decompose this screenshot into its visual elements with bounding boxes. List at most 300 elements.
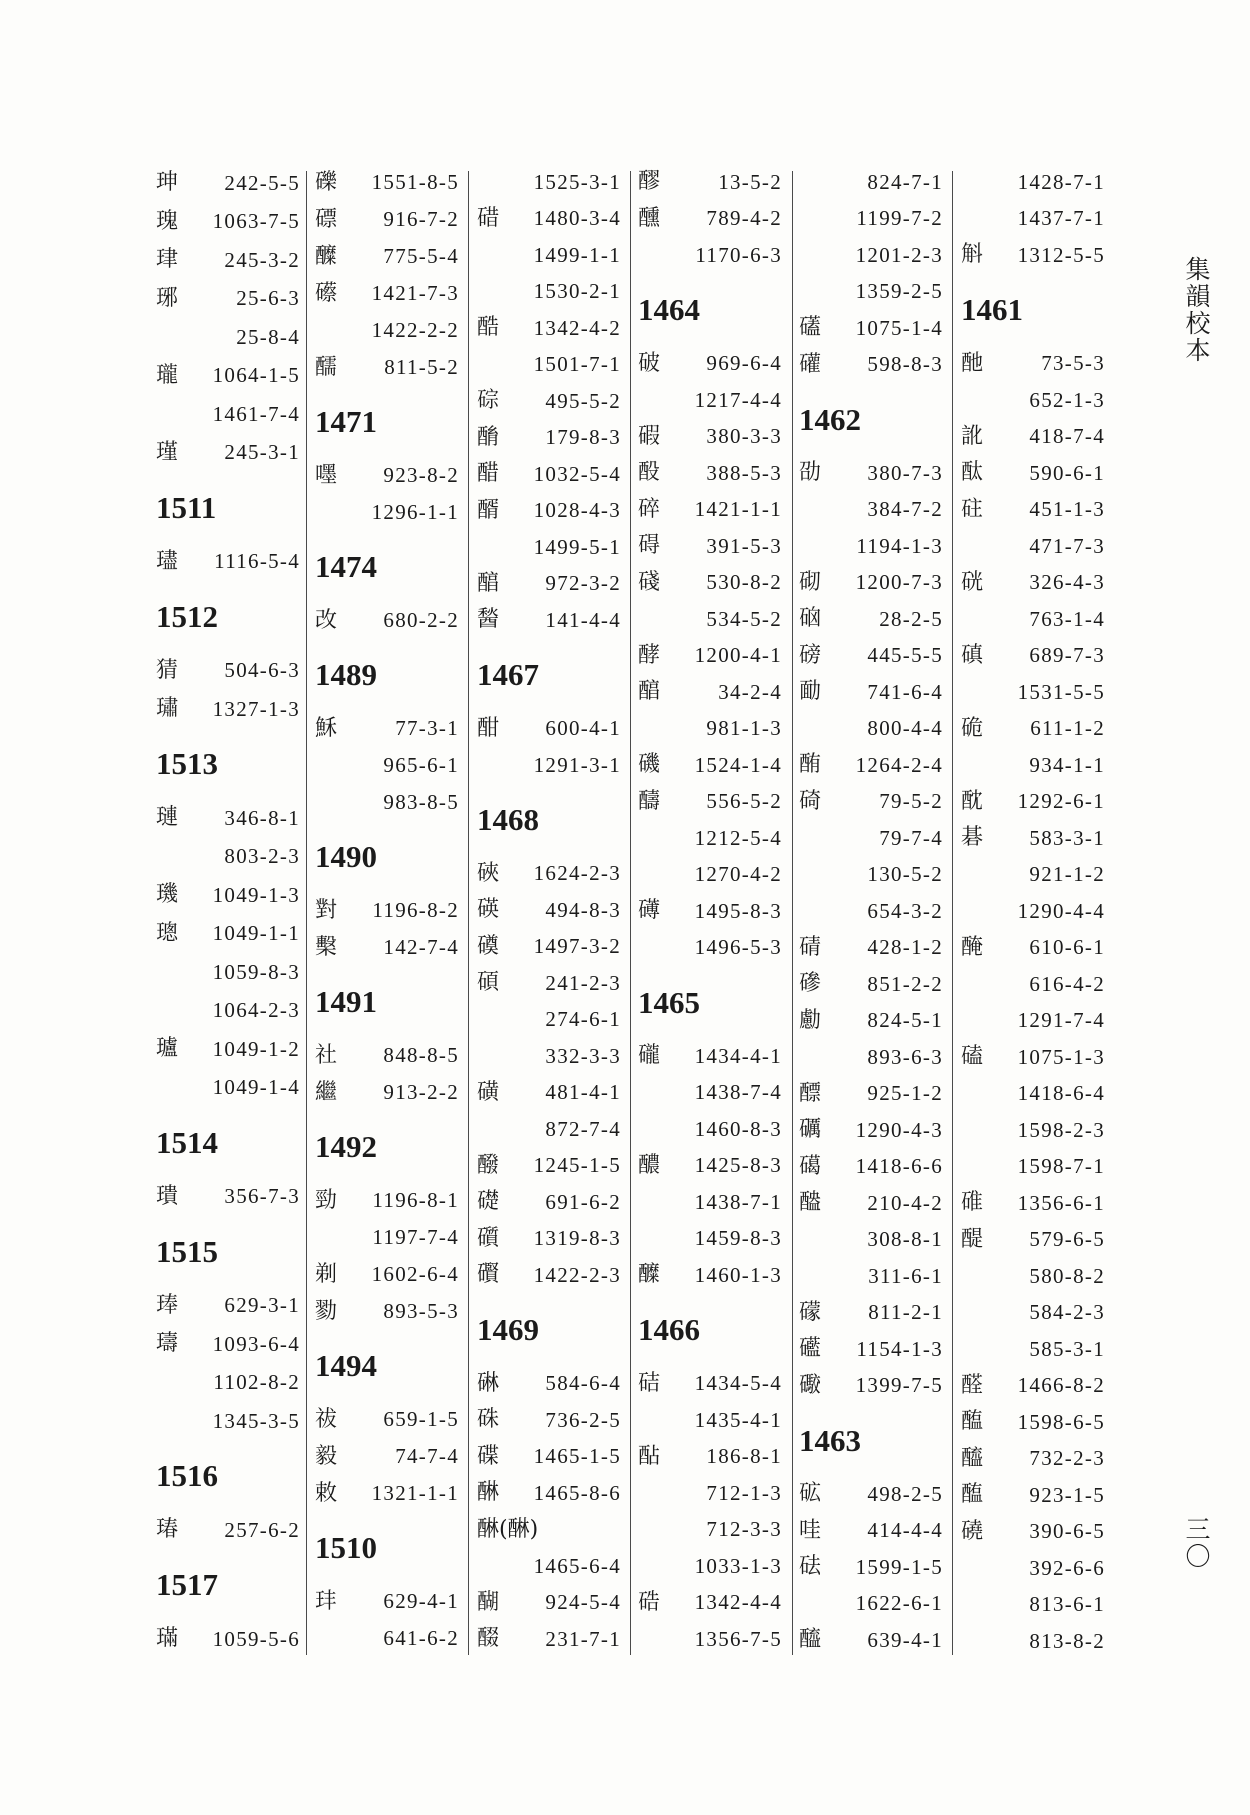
entry-character: 勠 <box>315 1298 338 1324</box>
entry-reference: 1461-7-4 <box>212 401 300 426</box>
entry-reference: 1438-7-4 <box>694 1080 782 1105</box>
index-entry <box>156 1178 300 1217</box>
entry-reference: 308-8-1 <box>867 1227 943 1252</box>
entry-reference: 332-3-3 <box>545 1043 621 1068</box>
entry-character: 砝 <box>799 1554 822 1580</box>
index-entry <box>638 930 782 967</box>
entry-character: 磣 <box>799 971 822 997</box>
index-entry <box>156 543 300 582</box>
index-entry <box>156 1287 300 1326</box>
index-entry <box>477 1038 621 1075</box>
index-entry <box>315 892 459 929</box>
entry-reference: 1075-1-3 <box>1017 1044 1105 1069</box>
entry-reference: 1028-4-3 <box>533 498 621 523</box>
entry-reference: 1465-1-5 <box>533 1444 621 1469</box>
index-entry <box>799 1149 943 1186</box>
entry-reference: 1059-8-3 <box>212 959 300 984</box>
entry-character: 勔 <box>799 679 822 705</box>
index-entry <box>638 492 782 529</box>
index-entry <box>477 274 621 311</box>
entry-reference: 652-1-3 <box>1029 387 1105 412</box>
entry-character: 礪 <box>799 1117 822 1143</box>
entry-reference: 1291-3-1 <box>533 752 621 777</box>
index-entry <box>799 601 943 638</box>
index-entry <box>638 1475 782 1512</box>
entry-character: 醯 <box>799 1627 822 1653</box>
index-entry <box>638 1184 782 1221</box>
index-entry <box>156 652 300 691</box>
entry-reference: 1116-5-4 <box>214 549 300 574</box>
index-entry <box>315 238 459 275</box>
entry-reference: 257-6-2 <box>224 1517 300 1542</box>
entry-character: 醱 <box>477 1152 500 1178</box>
entry-character: 醯 <box>961 1445 984 1471</box>
entry-character: 改 <box>315 607 338 633</box>
entry-character: 琫 <box>156 1292 179 1318</box>
index-entry <box>477 493 621 530</box>
entry-reference: 1525-3-1 <box>533 169 621 194</box>
entry-reference: 388-5-3 <box>706 460 782 485</box>
index-entry <box>961 930 1105 967</box>
entry-reference: 380-7-3 <box>867 460 943 485</box>
entry-character: 醕 <box>477 570 500 596</box>
index-entry <box>961 1368 1105 1405</box>
index-entry <box>477 201 621 238</box>
index-entry <box>315 1620 459 1657</box>
entry-reference: 689-7-3 <box>1029 643 1105 668</box>
index-entry <box>156 280 300 319</box>
entry-character: 勁 <box>315 1187 338 1213</box>
index-entry <box>799 201 943 238</box>
entry-character: 醢 <box>961 1482 984 1508</box>
index-entry <box>961 164 1105 201</box>
index-entry <box>315 494 459 531</box>
entry-character: 礡 <box>638 898 661 924</box>
index-entry <box>315 1583 459 1620</box>
entry-reference: 800-4-4 <box>867 716 943 741</box>
entry-reference: 579-6-5 <box>1029 1227 1105 1252</box>
entry-character: 硄 <box>961 569 984 595</box>
entry-character: 礤 <box>315 280 338 306</box>
entry-character: 磕 <box>961 1044 984 1070</box>
index-entry <box>961 346 1105 383</box>
index-entry <box>638 1402 782 1439</box>
entry-reference: 639-4-1 <box>867 1627 943 1652</box>
index-entry <box>961 1550 1105 1587</box>
index-entry <box>961 820 1105 857</box>
section-heading: 1466 <box>638 1312 700 1347</box>
index-entry <box>638 382 782 419</box>
entry-reference: 1102-8-2 <box>213 1370 300 1395</box>
entry-reference: 34-2-4 <box>718 679 782 704</box>
index-entry <box>477 1184 621 1221</box>
entry-reference: 611-1-2 <box>1030 716 1105 741</box>
index-entry <box>315 457 459 494</box>
entry-reference: 680-2-2 <box>383 608 459 632</box>
index-entry <box>156 915 300 954</box>
index-entry <box>799 1586 943 1623</box>
entry-reference: 179-8-3 <box>545 425 621 450</box>
entry-reference: 428-1-2 <box>867 935 943 960</box>
index-entry <box>638 820 782 857</box>
entry-reference: 1499-1-1 <box>533 242 621 267</box>
index-entry <box>156 876 300 915</box>
entry-character: 砌 <box>799 569 822 595</box>
entry-reference: 1200-7-3 <box>855 570 943 595</box>
index-entry <box>961 857 1105 894</box>
entry-reference: 1495-8-3 <box>694 898 782 923</box>
entry-character: 醍 <box>961 1226 984 1252</box>
entry-reference: 659-1-5 <box>383 1407 459 1431</box>
index-entry <box>638 201 782 238</box>
entry-reference: 1466-8-2 <box>1017 1373 1105 1398</box>
entry-reference: 231-7-1 <box>545 1626 621 1651</box>
entry-character: 璁 <box>156 920 179 946</box>
index-entry <box>799 1476 943 1513</box>
index-entry <box>315 275 459 312</box>
index-column-4 <box>638 164 782 1658</box>
index-entry <box>477 856 621 893</box>
entry-reference: 1064-2-3 <box>212 998 300 1023</box>
entry-reference: 556-5-2 <box>706 789 782 814</box>
entry-reference: 1342-4-4 <box>694 1590 782 1615</box>
entry-reference: 921-1-2 <box>1029 862 1105 887</box>
index-entry <box>799 1549 943 1586</box>
entry-character: 醋 <box>477 461 500 487</box>
index-entry <box>477 929 621 966</box>
index-entry <box>961 1185 1105 1222</box>
index-entry <box>315 1401 459 1438</box>
index-entry <box>477 237 621 274</box>
entry-reference: 1437-7-1 <box>1017 206 1105 231</box>
column-divider <box>792 171 793 1655</box>
entry-character: 毅 <box>315 1443 338 1469</box>
index-entry <box>961 565 1105 602</box>
entry-character: 硇 <box>799 606 822 632</box>
index-entry <box>156 1620 300 1659</box>
entry-reference: 712-3-3 <box>706 1517 782 1542</box>
entry-character: 碍 <box>638 533 661 559</box>
entry-character: 礫 <box>315 169 338 195</box>
index-entry <box>799 1513 943 1550</box>
entry-character: 礞 <box>799 1299 822 1325</box>
index-entry <box>477 1402 621 1439</box>
index-entry <box>315 1182 459 1219</box>
entry-reference: 13-5-2 <box>718 169 782 194</box>
index-entry <box>315 929 459 966</box>
entry-reference: 1049-1-1 <box>212 921 300 946</box>
entry-reference: 1460-8-3 <box>694 1116 782 1141</box>
index-entry <box>799 1003 943 1040</box>
column-divider <box>952 171 953 1655</box>
index-entry <box>156 1364 300 1403</box>
index-entry <box>638 784 782 821</box>
column-divider <box>630 171 631 1655</box>
entry-reference: 811-2-1 <box>868 1300 943 1325</box>
entry-reference: 530-8-2 <box>706 570 782 595</box>
entry-character: 醾 <box>638 1262 661 1288</box>
entry-reference: 1356-6-1 <box>1017 1190 1105 1215</box>
index-entry <box>156 799 300 838</box>
entry-character: 酷 <box>477 315 500 341</box>
entry-character: 醠 <box>799 1190 822 1216</box>
entry-reference: 763-1-4 <box>1029 606 1105 631</box>
entry-reference: 356-7-3 <box>224 1184 300 1209</box>
entry-character: 對 <box>315 897 338 923</box>
entry-reference: 1049-1-2 <box>212 1036 300 1061</box>
entry-character: 醑 <box>477 497 500 523</box>
index-entry <box>477 456 621 493</box>
section-heading: 1515 <box>156 1233 218 1269</box>
index-entry <box>961 492 1105 529</box>
entry-reference: 210-4-2 <box>867 1190 943 1215</box>
entry-reference: 1480-3-4 <box>533 206 621 231</box>
entry-reference: 811-5-2 <box>384 355 459 379</box>
section-heading: 1461 <box>961 292 1023 327</box>
entry-reference: 851-2-2 <box>867 971 943 996</box>
index-entry <box>477 1548 621 1585</box>
entry-character: 璛 <box>156 696 179 722</box>
entry-character: 珅 <box>156 170 179 196</box>
entry-character: 礥 <box>477 1262 500 1288</box>
index-entry <box>799 310 943 347</box>
column-divider <box>306 171 307 1655</box>
entry-character: 瓐 <box>156 1036 179 1062</box>
entry-character: 哇 <box>799 1517 822 1543</box>
index-entry <box>315 1293 459 1330</box>
entry-character: 磯 <box>638 752 661 778</box>
entry-reference: 712-1-3 <box>706 1480 782 1505</box>
entry-character: 破 <box>638 350 661 376</box>
entry-character: 磌 <box>961 642 984 668</box>
entry-character: 醕 <box>638 679 661 705</box>
entry-reference: 1598-2-3 <box>1017 1117 1105 1142</box>
entry-character: 磽 <box>961 1518 984 1544</box>
entry-reference: 1359-2-5 <box>855 279 943 304</box>
section-heading: 1489 <box>315 657 377 692</box>
entry-reference: 691-6-2 <box>545 1189 621 1214</box>
index-entry <box>315 1037 459 1074</box>
entry-character: 碎 <box>638 496 661 522</box>
entry-character: 礩 <box>477 1225 500 1251</box>
index-entry <box>799 820 943 857</box>
entry-reference: 1196-8-2 <box>372 898 459 922</box>
index-entry <box>961 1039 1105 1076</box>
entry-reference: 1599-1-5 <box>855 1554 943 1579</box>
entry-character: 醥 <box>799 1080 822 1106</box>
index-entry <box>961 1331 1105 1368</box>
entry-reference: 1064-1-5 <box>212 363 300 388</box>
index-entry <box>477 747 621 784</box>
entry-character: 碄 <box>477 1370 500 1396</box>
section-heading: 1517 <box>156 1567 218 1603</box>
section-heading: 1464 <box>638 292 700 327</box>
section-heading: 1462 <box>799 401 861 437</box>
index-entry <box>638 601 782 638</box>
index-entry <box>156 318 300 357</box>
entry-character: 碓 <box>961 1190 984 1216</box>
entry-reference: 1059-5-6 <box>212 1626 300 1651</box>
section-heading: 1471 <box>315 404 377 439</box>
index-entry <box>638 1257 782 1294</box>
section-heading: 1511 <box>156 489 217 525</box>
page-number: 三〇 <box>1182 1516 1211 1570</box>
entry-reference: 25-6-3 <box>236 286 300 311</box>
entry-reference: 245-3-2 <box>224 247 300 272</box>
entry-character: 碕 <box>799 788 822 814</box>
entry-reference: 1438-7-1 <box>694 1189 782 1214</box>
index-entry <box>477 1221 621 1258</box>
entry-reference: 1434-5-4 <box>694 1371 782 1396</box>
index-entry <box>638 1548 782 1585</box>
book-title: 集韻校本 <box>1182 256 1211 364</box>
entry-reference: 1465-8-6 <box>533 1480 621 1505</box>
entry-reference: 1196-8-1 <box>372 1188 459 1212</box>
entry-reference: 924-5-4 <box>545 1590 621 1615</box>
entry-character: 瑾 <box>156 439 179 465</box>
entry-reference: 1075-1-4 <box>855 315 943 340</box>
entry-reference: 732-2-3 <box>1029 1446 1105 1471</box>
index-entry <box>961 784 1105 821</box>
entry-character: 醐 <box>477 1589 500 1615</box>
index-entry <box>638 528 782 565</box>
entry-reference: 1201-2-3 <box>855 242 943 267</box>
entry-reference: 1499-5-1 <box>533 534 621 559</box>
entry-reference: 1245-1-5 <box>533 1153 621 1178</box>
index-entry <box>961 1222 1105 1259</box>
entry-reference: 1551-8-5 <box>371 170 459 194</box>
index-entry <box>315 784 459 821</box>
entry-reference: 130-5-2 <box>867 862 943 887</box>
index-entry <box>799 711 943 748</box>
index-entry <box>638 1439 782 1476</box>
entry-reference: 1356-7-5 <box>694 1626 782 1651</box>
index-entry <box>477 310 621 347</box>
entry-character: 醾 <box>315 243 338 269</box>
entry-character: 碩 <box>477 970 500 996</box>
entry-reference: 1296-1-1 <box>371 500 459 524</box>
section-heading: 1463 <box>799 1422 861 1458</box>
entry-character: 勴 <box>799 1007 822 1033</box>
entry-reference: 1435-4-1 <box>694 1407 782 1432</box>
index-entry <box>477 383 621 420</box>
entry-reference: 1290-4-4 <box>1017 898 1105 923</box>
entry-reference: 77-3-1 <box>395 716 459 740</box>
entry-character: 訛 <box>961 423 984 449</box>
entry-reference: 504-6-3 <box>224 658 300 683</box>
entry-character: 醂 <box>477 1480 500 1506</box>
entry-reference: 79-7-4 <box>879 825 943 850</box>
entry-reference: 1154-1-3 <box>856 1336 943 1361</box>
entry-character: 璹 <box>156 1331 179 1357</box>
entry-reference: 610-6-1 <box>1029 935 1105 960</box>
entry-character: 醛 <box>961 1372 984 1398</box>
entry-reference: 1290-4-3 <box>855 1117 943 1142</box>
index-entry <box>799 1258 943 1295</box>
entry-character: 碃 <box>799 934 822 960</box>
entry-character: 繼 <box>315 1079 338 1105</box>
index-entry <box>315 164 459 201</box>
entry-character: 瓏 <box>156 362 179 388</box>
entry-reference: 380-3-3 <box>706 424 782 449</box>
index-entry <box>315 747 459 784</box>
index-entry <box>961 893 1105 930</box>
index-entry <box>315 1438 459 1475</box>
index-entry <box>638 1366 782 1403</box>
entry-reference: 274-6-1 <box>545 1007 621 1032</box>
entry-character: 礍 <box>799 1153 822 1179</box>
index-entry <box>477 1075 621 1112</box>
section-heading: 1469 <box>477 1312 539 1347</box>
entry-reference: 789-4-2 <box>706 206 782 231</box>
index-entry <box>315 349 459 386</box>
entry-reference: 1422-2-3 <box>533 1262 621 1287</box>
entry-reference: 79-5-2 <box>879 789 943 814</box>
entry-reference: 813-8-2 <box>1029 1628 1105 1653</box>
entry-reference: 913-2-2 <box>383 1080 459 1104</box>
index-entry <box>799 492 943 529</box>
entry-reference: 775-5-4 <box>383 244 459 268</box>
index-entry <box>315 312 459 349</box>
entry-character: 剃 <box>315 1261 338 1287</box>
entry-character: 礲 <box>638 1043 661 1069</box>
entry-reference: 1049-1-4 <box>212 1075 300 1100</box>
index-entry <box>315 1256 459 1293</box>
entry-reference: 495-5-2 <box>545 388 621 413</box>
entry-reference: 1624-2-3 <box>533 861 621 886</box>
entry-character: 珒 <box>156 247 179 273</box>
entry-character: 硈 <box>638 1370 661 1396</box>
index-entry <box>477 347 621 384</box>
entry-reference: 1291-7-4 <box>1017 1008 1105 1033</box>
section-heading: 1516 <box>156 1458 218 1494</box>
index-entry <box>799 784 943 821</box>
entry-reference: 390-6-5 <box>1029 1519 1105 1544</box>
index-entry <box>638 1038 782 1075</box>
entry-character: 酏 <box>961 350 984 376</box>
entry-reference: 584-6-4 <box>545 1371 621 1396</box>
entry-character: 磦 <box>315 206 338 232</box>
index-entry <box>799 1222 943 1259</box>
index-column-2 <box>315 164 459 1657</box>
entry-character: 礮 <box>799 1372 822 1398</box>
index-entry <box>638 1111 782 1148</box>
entry-reference: 1217-4-4 <box>694 387 782 412</box>
entry-character: 碤 <box>477 897 500 923</box>
entry-reference: 142-7-4 <box>383 935 459 959</box>
index-entry <box>477 420 621 457</box>
entry-reference: 451-1-3 <box>1029 497 1105 522</box>
entry-reference: 1197-7-4 <box>372 1225 459 1249</box>
entry-reference: 1421-7-3 <box>371 281 459 305</box>
entry-character: 嚜 <box>315 462 338 488</box>
entry-reference: 346-8-1 <box>224 805 300 830</box>
entry-reference: 824-5-1 <box>867 1008 943 1033</box>
index-entry <box>315 602 459 639</box>
section-heading: 1491 <box>315 984 377 1019</box>
entry-reference: 245-3-1 <box>224 440 300 465</box>
entry-character: 砿 <box>799 1481 822 1507</box>
entry-reference: 1497-3-2 <box>533 934 621 959</box>
index-entry <box>961 1076 1105 1113</box>
index-entry <box>638 346 782 383</box>
entry-reference: 1418-6-4 <box>1017 1081 1105 1106</box>
entry-reference: 1312-5-5 <box>1017 242 1105 267</box>
index-entry <box>799 528 943 565</box>
entry-character: 劭 <box>799 460 822 486</box>
entry-character: 醹 <box>315 354 338 380</box>
entry-reference: 1063-7-5 <box>212 209 300 234</box>
